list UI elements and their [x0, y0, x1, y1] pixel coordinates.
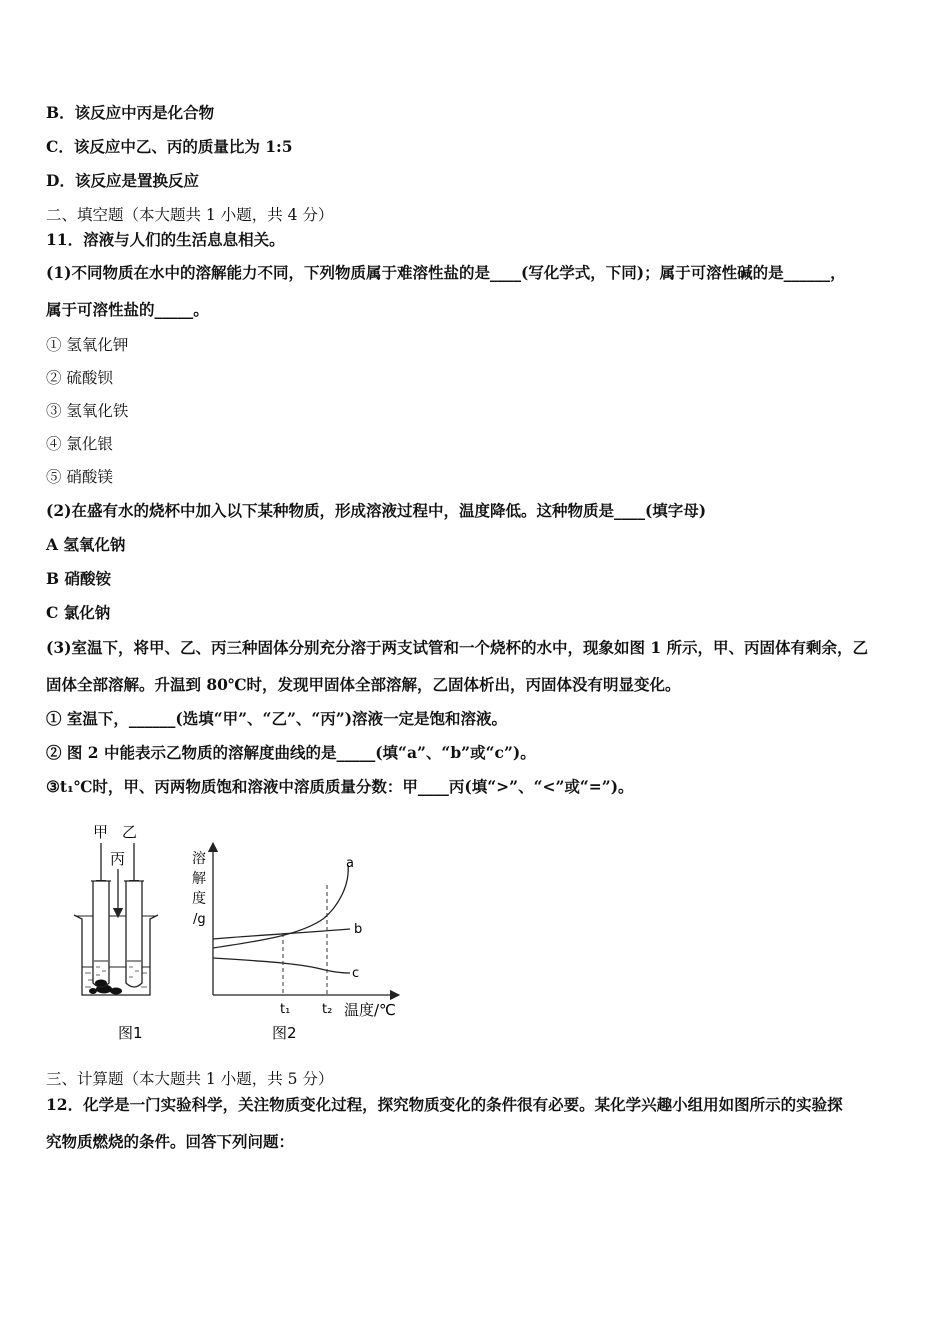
q10-option-c: C．该反应中乙、丙的质量比为 1:5 — [46, 137, 293, 156]
label-bing: 丙 — [110, 850, 126, 868]
x-axis-label: 温度/℃ — [344, 1001, 396, 1019]
curve-c-label: c — [352, 966, 360, 981]
q11-part2: (2)在盛有水的烧杯中加入以下某种物质，形成溶液过程中，温度降低。这种物质是____(填字母) — [46, 501, 707, 520]
curve-c — [213, 958, 350, 973]
q11-option-4: ④ 氯化银 — [46, 435, 113, 453]
figure1-caption: 图1 — [118, 1024, 143, 1042]
q10-option-b: B．该反应中丙是化合物 — [46, 103, 215, 122]
curve-a-label: a — [346, 856, 354, 871]
q11-option-3: ③ 氢氧化铁 — [46, 402, 129, 420]
q11-part1-line2: 属于可溶性盐的_____。 — [46, 300, 209, 319]
y-axis-label-3: 度 — [192, 891, 206, 907]
q11-option-2: ② 硫酸钡 — [46, 369, 113, 387]
section-2-heading: 二、填空题（本大题共 1 小题，共 4 分） — [46, 206, 334, 224]
q11-part3-sub1: ① 室温下，______(选填“甲”、“乙”、“丙”)溶液一定是饱和溶液。 — [46, 709, 508, 728]
figure1-apparatus — [74, 823, 158, 1042]
figure-area — [60, 815, 420, 1050]
curve-b — [213, 929, 350, 939]
figures-svg — [60, 815, 420, 1050]
q11-title: 11．溶液与人们的生活息息相关。 — [46, 230, 285, 249]
q11-part3-line1: (3)室温下，将甲、乙、丙三种固体分别充分溶于两支试管和一个烧杯的水中，现象如图 1 所示，甲、丙固体有剩余，乙 — [46, 638, 869, 657]
q10-option-d: D．该反应是置换反应 — [46, 171, 199, 190]
figure2-chart — [192, 847, 396, 1042]
label-yi: 乙 — [122, 823, 138, 841]
q11-option-1: ① 氢氧化钾 — [46, 336, 129, 354]
y-axis-label-1: 溶 — [192, 851, 206, 867]
q12-line2: 究物质燃烧的条件。回答下列问题： — [46, 1132, 295, 1151]
y-axis-label-4: /g — [193, 912, 206, 927]
label-jia: 甲 — [93, 823, 109, 841]
q11-part3-sub3: ③t₁℃时，甲、丙两物质饱和溶液中溶质质量分数：甲____丙(填“>”、“<”或“=”)。 — [46, 777, 634, 796]
section-3-heading: 三、计算题（本大题共 1 小题，共 5 分） — [46, 1070, 334, 1088]
q11-option-c: C 氯化钠 — [46, 603, 111, 622]
y-axis-label-2: 解 — [192, 871, 206, 887]
tick-t2: t₂ — [322, 1002, 333, 1017]
q11-part1-line1: (1)不同物质在水中的溶解能力不同，下列物质属于难溶性盐的是____(写化学式，下同)；属于可溶性碱的是______， — [46, 263, 846, 282]
test-tube-jia — [93, 881, 109, 987]
q11-option-b: B 硝酸铵 — [46, 569, 111, 588]
q11-option-a: A 氢氧化钠 — [46, 535, 126, 554]
tube-jia-residue — [95, 980, 107, 987]
q12-line1: 12．化学是一门实验科学，关注物质变化过程，探究物质变化的条件很有必要。某化学兴趣小组用如图所示的实验探 — [46, 1095, 843, 1114]
figure2-caption: 图2 — [272, 1024, 297, 1042]
test-tube-yi — [126, 881, 142, 987]
curve-a — [213, 865, 348, 948]
q11-part3-line2: 固体全部溶解。升温到 80℃时，发现甲固体全部溶解，乙固体析出，丙固体没有明显变化。 — [46, 675, 681, 694]
beaker — [74, 915, 158, 995]
q11-option-5: ⑤ 硝酸镁 — [46, 468, 113, 486]
curve-b-label: b — [354, 922, 363, 937]
q11-part3-sub2: ② 图 2 中能表示乙物质的溶解度曲线的是_____(填“a”、“b”或“c”)。 — [46, 743, 536, 762]
tick-t1: t₁ — [280, 1002, 291, 1017]
